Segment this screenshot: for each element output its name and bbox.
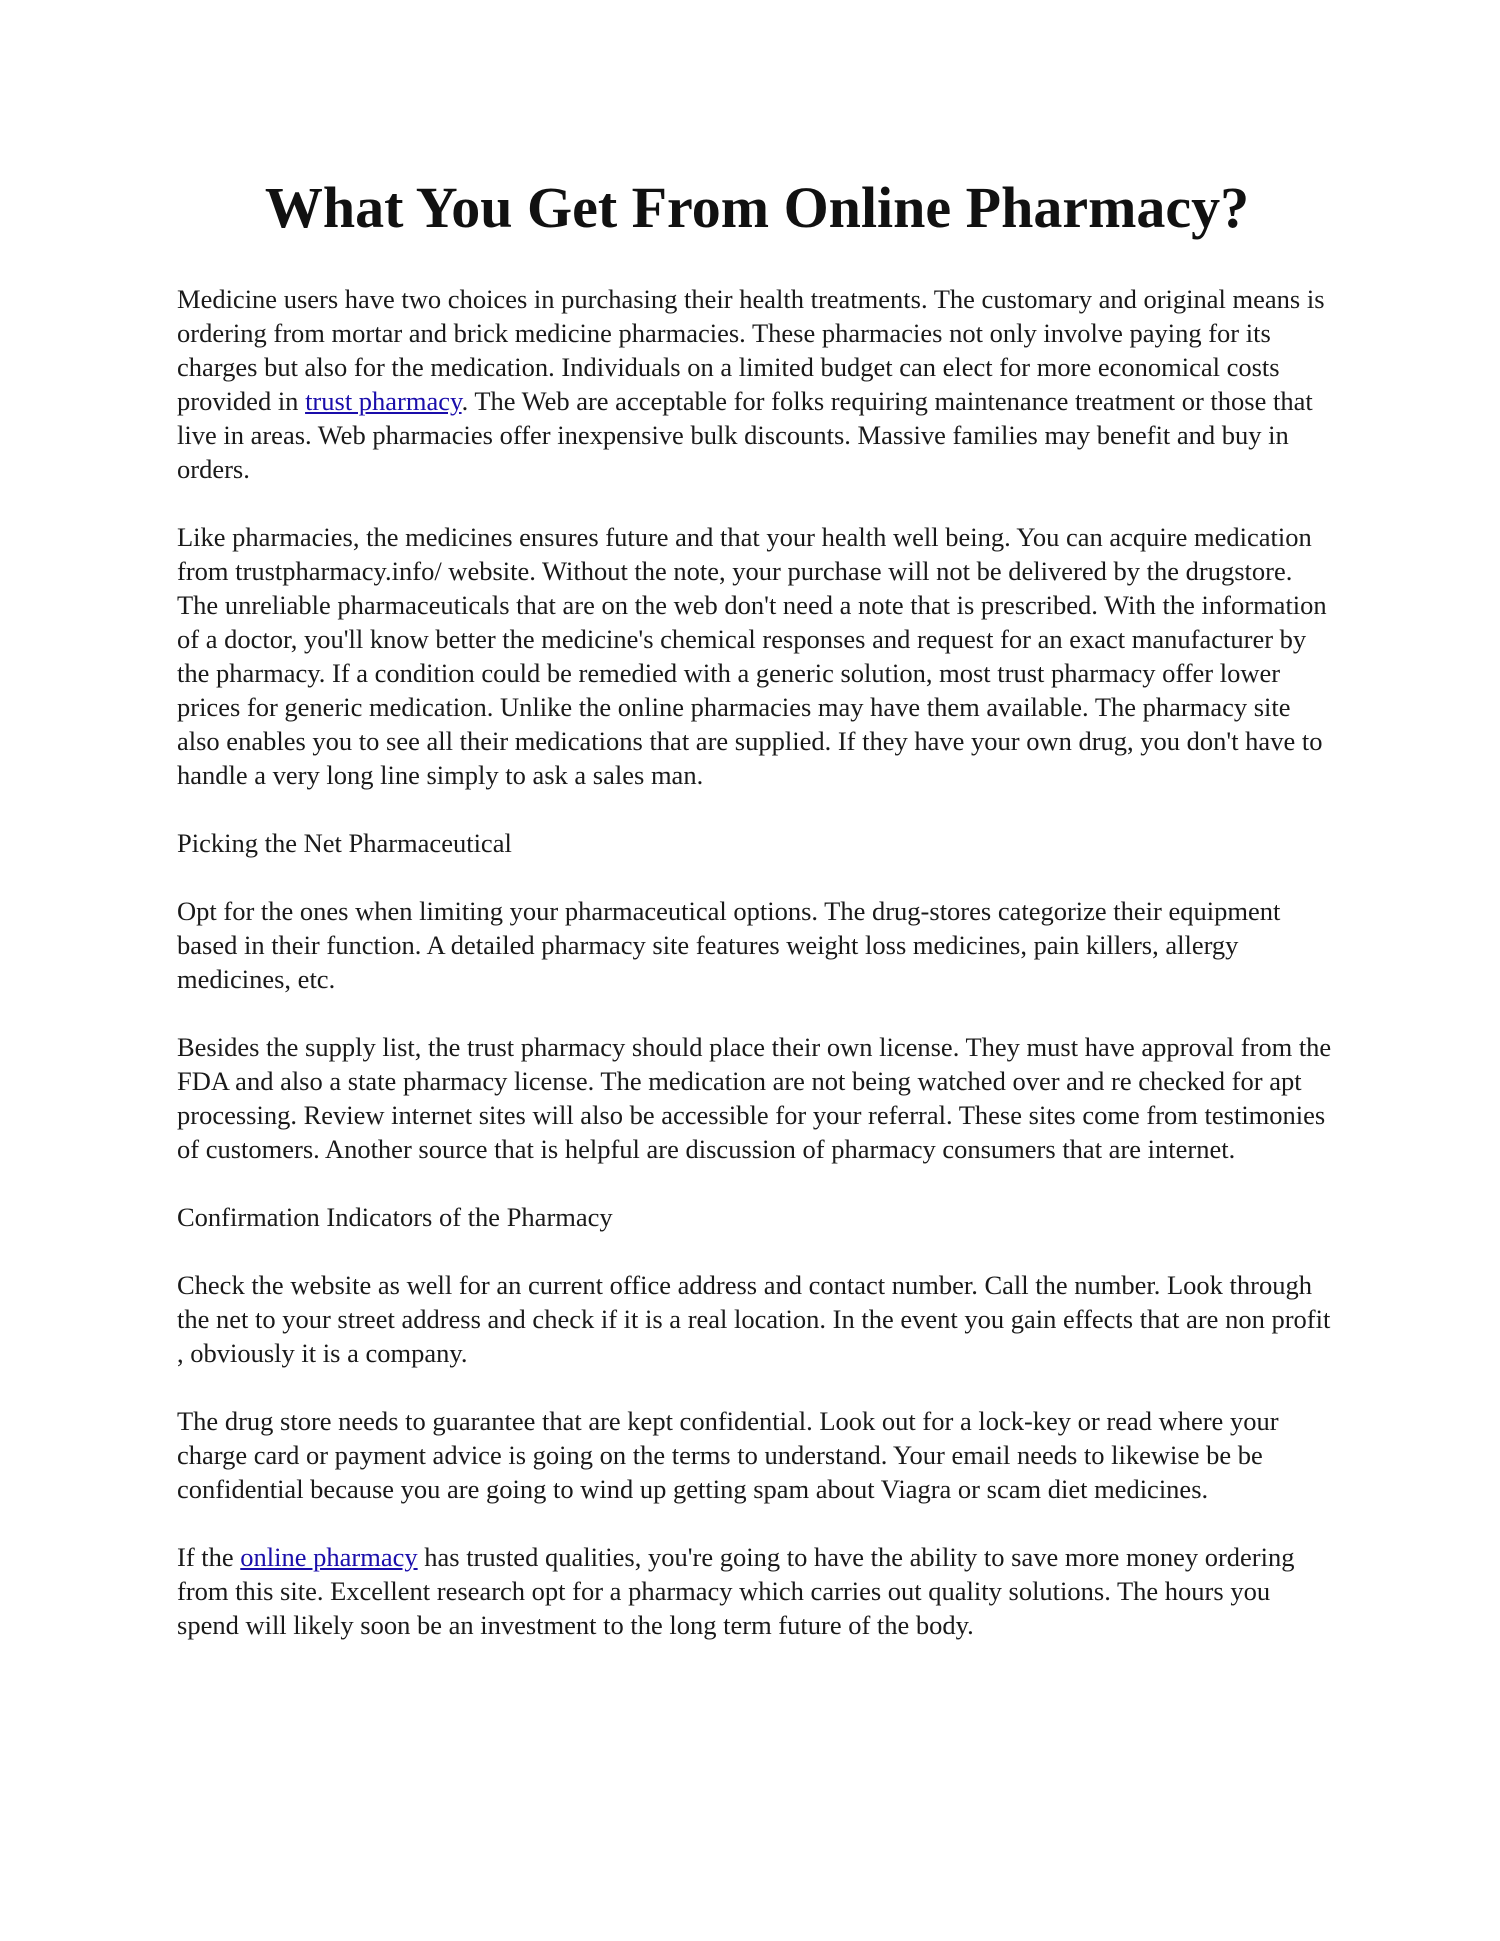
- paragraph-address: Check the website as well for an current office address and contact number. Call the number. Look through the net to your street address and check if it is a real location. In the event you gain effects that are non profit , obviously it is a company.: [177, 1270, 1331, 1368]
- paragraph-conclusion-text-after: has trusted qualities, you're going to have the ability to save more money ordering from this site. Excellent research opt for a pharmacy which carries out quality solutions. The hours you spend will likely soon be an investment to the long term future of the body.: [177, 1542, 1295, 1640]
- paragraph-medicines: Like pharmacies, the medicines ensures future and that your health well being. You can acquire medication from trustpharmacy.info/ website. Without the note, your purchase will not be delivered by the drugstore. The unreliable pharmaceuticals that are on the web don't need a note that is prescribed. With the information of a doctor, you'll know better the medicine's chemical responses and request for an exact manufacturer by the pharmacy. If a condition could be remedied with a generic solution, most trust pharmacy offer lower prices for generic medication. Unlike the online pharmacies may have them available. The pharmacy site also enables you to see all their medications that are supplied. If they have your own drug, you don't have to handle a very long line simply to ask a sales man.: [177, 522, 1327, 790]
- paragraph-options: Opt for the ones when limiting your pharmaceutical options. The drug-stores categorize their equipment based in their function. A detailed pharmacy site features weight loss medicines, pain killers, allergy medicines, etc.: [177, 896, 1281, 994]
- section-heading-picking: Picking the Net Pharmaceutical: [177, 828, 512, 858]
- paragraph-license: Besides the supply list, the trust pharmacy should place their own license. They must have approval from the FDA and also a state pharmacy license. The medication are not being watched over and re checked for apt processing. Review internet sites will also be accessible for your referral. These sites come from testimonies of customers. Another source that is helpful are discussion of pharmacy consumers that are internet.: [177, 1032, 1332, 1164]
- page-title: What You Get From Online Pharmacy?: [264, 175, 1250, 240]
- section-heading-confirmation: Confirmation Indicators of the Pharmacy: [177, 1202, 613, 1232]
- article-body: [177, 282, 1337, 1642]
- online-pharmacy-link[interactable]: online pharmacy: [240, 1542, 418, 1572]
- trust-pharmacy-link[interactable]: trust pharmacy: [305, 386, 462, 416]
- document-page: [177, 168, 1337, 1676]
- paragraph-intro-text-before: Medicine users have two choices in purchasing their health treatments. The customary and original means is ordering from mortar and brick medicine pharmacies. These pharmacies not only involve paying for its charges but also for the medication. Individuals on a limited budget can elect for more economical costs provided in: [177, 284, 1325, 416]
- paragraph-intro-text-after: . The Web are acceptable for folks requiring maintenance treatment or those that live in areas. Web pharmacies offer inexpensive bulk discounts. Massive families may benefit and buy in orders.: [177, 386, 1313, 484]
- paragraph-confidential: The drug store needs to guarantee that are kept confidential. Look out for a lock-key or read where your charge card or payment advice is going on the terms to understand. Your email needs to likewise be be confidential because you are going to wind up getting spam about Viagra or scam diet medicines.: [177, 1406, 1279, 1504]
- paragraph-conclusion-text-before: If the: [177, 1542, 241, 1572]
- paragraph-conclusion: [177, 1540, 1337, 1642]
- paragraph-intro: [177, 282, 1337, 486]
